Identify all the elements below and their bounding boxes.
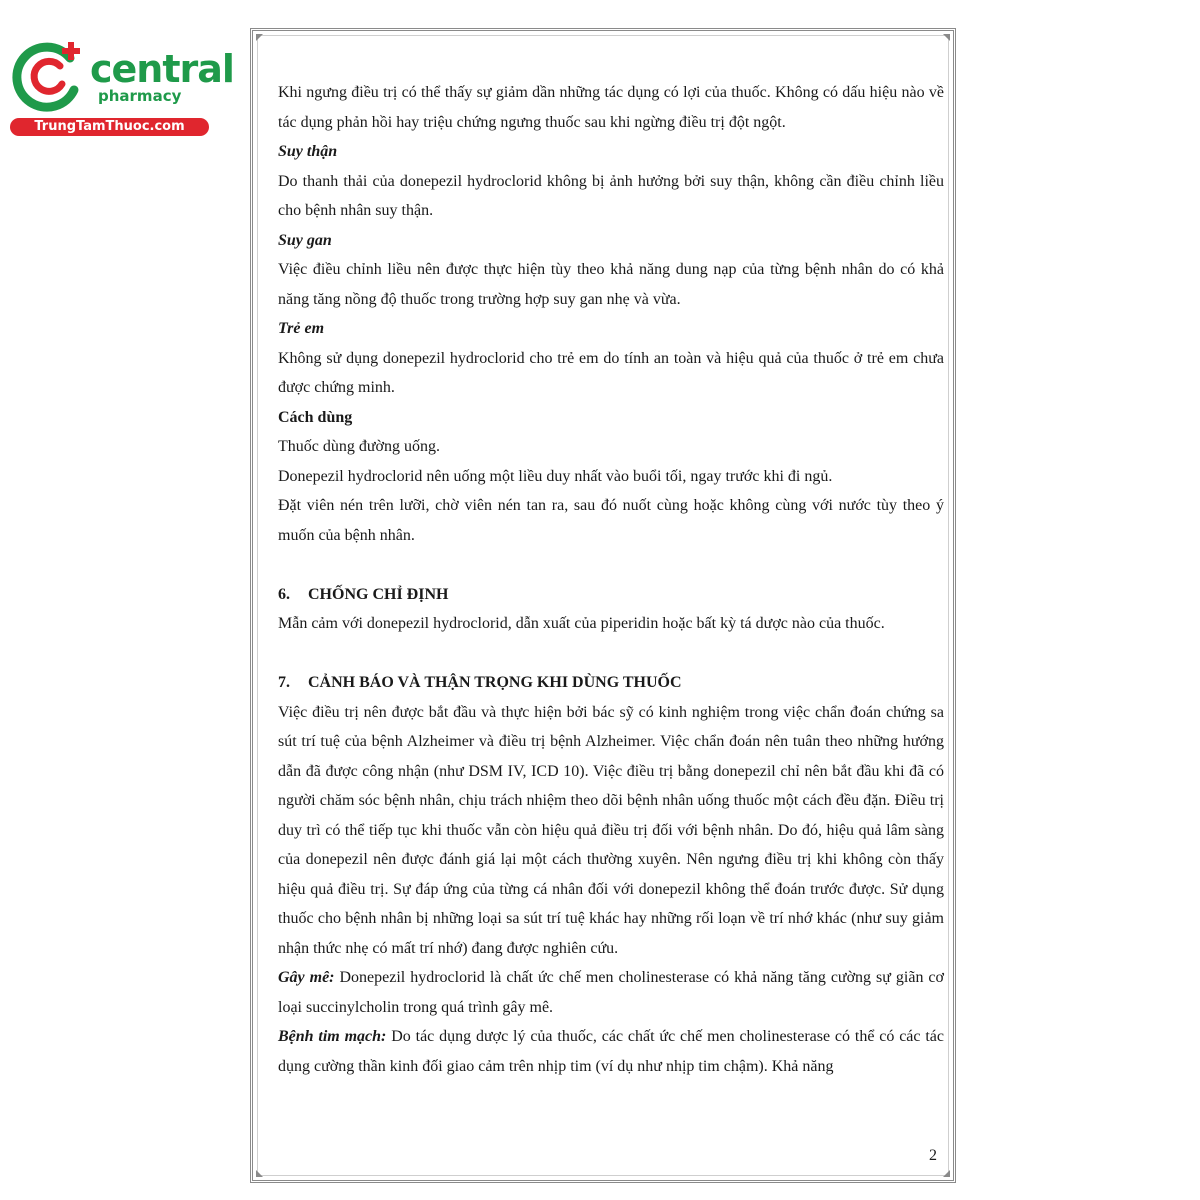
logo-url-badge: TrungTamThuoc.com — [10, 118, 209, 136]
subheading-suy-gan: Suy gan — [278, 231, 332, 249]
paragraph-gay-me — [278, 963, 944, 1022]
paragraph-tim-mach — [278, 1022, 944, 1081]
subheading-tre-em: Trẻ em — [278, 320, 325, 337]
section-number: 6. — [278, 585, 290, 603]
paragraph-cach-dung-3: Đặt viên nén trên lưỡi, chờ viên nén tan ra, sau đó nuốt cùng hoặc không cùng với nước tùy theo ý muốn của bệnh nhân. — [278, 497, 944, 544]
paragraph-section-7: Việc điều trị nên được bắt đầu và thực hiện bởi bác sỹ có kinh nghiệm trong việc chẩn đoán chứng sa sút trí tuệ của bệnh Alzheimer và điều trị bệnh Alzheimer. Việc chẩn đoán nên tuân theo những hướng dẫn đã được công nhận (như DSM IV, ICD 10). Việc điều trị bằng donepezil chỉ nên bắt đầu khi đã có người chăm sóc bệnh nhân, chịu trách nhiệm theo dõi bệnh nhân uống thuốc một cách đều đặn. Điều trị duy trì có thể tiếp tục khi thuốc vẫn còn hiệu quả điều trị đối với bệnh nhân. Do đó, hiệu quả lâm sàng của donepezil nên được đánh giá lại một cách thường xuyên. Nên ngưng điều trị khi không còn thấy hiệu quả điều trị. Sự đáp ứng của từng cá nhân đối với donepezil không thể đoán trước được. Sử dụng thuốc cho bệnh nhân bị những loại sa sút trí tuệ khác hay những rối loạn về trí nhớ khác (như suy giảm nhận thức nhẹ có mất trí nhớ) đang được nghiên cứu. — [278, 703, 944, 957]
paragraph-suy-gan: Việc điều chỉnh liều nên được thực hiện tùy theo khả năng dung nạp của từng bệnh nhân do có khả năng tăng nồng độ thuốc trong trường hợp suy gan nhẹ và vừa. — [278, 261, 944, 308]
text-tim-mach: Do tác dụng dược lý của thuốc, các chất ức chế men cholinesterase có thể có các tác dụng cường thần kinh đối giao cảm trên nhịp tim (ví dụ như nhịp tim chậm). Khả năng — [278, 1028, 944, 1075]
section-heading-6 — [278, 580, 944, 610]
page-number: 2 — [929, 1147, 937, 1164]
inline-heading-tim-mach: Bệnh tim mạch: — [278, 1028, 387, 1045]
corner-ornament — [256, 34, 263, 41]
pharmacy-logo-icon — [10, 36, 90, 116]
paragraph-intro: Khi ngưng điều trị có thể thấy sự giảm dần những tác dụng có lợi của thuốc. Không có dấu hiệu nào về tác dụng phản hồi hay triệu chứng ngưng thuốc sau khi ngừng điều trị đột ngột. — [278, 84, 944, 131]
corner-ornament — [943, 34, 950, 41]
paragraph-tre-em: Không sử dụng donepezil hydroclorid cho trẻ em do tính an toàn và hiệu quả của thuốc ở trẻ em chưa được chứng minh. — [278, 349, 944, 396]
section-title: CẢNH BÁO VÀ THẬN TRỌNG KHI DÙNG THUỐC — [308, 674, 682, 691]
paragraph-cach-dung-2: Donepezil hydroclorid nên uống một liều duy nhất vào buổi tối, ngay trước khi đi ngủ. — [278, 467, 833, 485]
subheading-suy-than: Suy thận — [278, 143, 338, 160]
subheading-cach-dung: Cách dùng — [278, 408, 353, 426]
paragraph-section-6: Mẫn cảm với donepezil hydroclorid, dẫn xuất của piperidin hoặc bất kỳ tá dược nào của thuốc. — [278, 615, 885, 632]
corner-ornament — [256, 1170, 263, 1177]
text-gay-me: Donepezil hydroclorid là chất ức chế men cholinesterase có khả năng tăng cường sự giãn cơ loại succinylcholin trong quá trình gây mê. — [278, 969, 944, 1016]
section-number: 7. — [278, 674, 290, 691]
inline-heading-gay-me: Gây mê: — [278, 969, 335, 986]
paragraph-cach-dung-1: Thuốc dùng đường uống. — [278, 438, 441, 455]
central-pharmacy-logo — [10, 36, 234, 140]
paragraph-suy-than: Do thanh thải của donepezil hydroclorid không bị ảnh hưởng bởi suy thận, không cần điều chỉnh liều cho bệnh nhân suy thận. — [278, 172, 944, 219]
logo-brand: central — [90, 47, 234, 91]
logo-subtitle: pharmacy — [98, 87, 182, 105]
document-body — [278, 78, 944, 1081]
section-title: CHỐNG CHỈ ĐỊNH — [308, 585, 449, 603]
corner-ornament — [943, 1170, 950, 1177]
section-heading-7 — [278, 668, 944, 698]
